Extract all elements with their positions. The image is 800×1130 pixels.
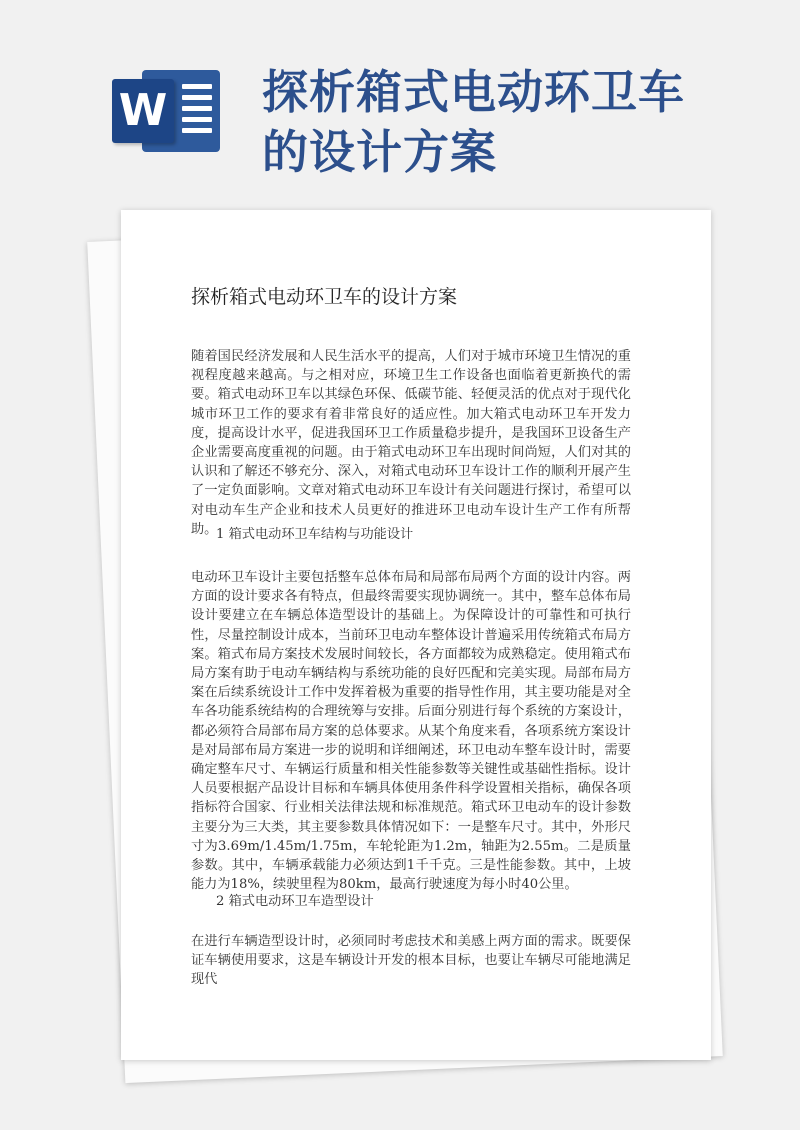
section-heading-2: 2 箱式电动环卫车造型设计 xyxy=(216,894,374,909)
header-banner xyxy=(0,0,800,200)
paragraph-intro: 随着国民经济发展和人民生活水平的提高，人们对于城市环境卫生情况的重视程度越来越高。与之相对应，环境卫生工作设备也面临着更新换代的需要。箱式电动环卫车以其绿色环保、低碳节能、轻便灵活的优点对于现代化城市环卫工作的要求有着非常良好的适应性。加大箱式电动环卫车开发力度，提高设计水平，促进我国环卫工作质量稳步提升，是我国环卫设备生产企业需要高度重视的问题。由于箱式电动环卫车出现时间尚短，人们对其的认识和了解还不够充分、深入，对箱式电动环卫车设计工作的顺利开展产生了一定负面影响。文章对箱式电动环卫车设计有关问题进行探讨，希望可以对电动车生产企业和技术人员更好的推进环卫电动车设计生产工作有所帮助。 xyxy=(191,349,631,537)
paragraph-structure: 电动环卫车设计主要包括整车总体布局和局部布局两个方面的设计内容。两方面的设计要求各有特点，但最终需要实现协调统一。其中，整车总体布局设计要建立在车辆总体造型设计的基础上。为保障设计的可靠性和可执行性，尽量控制设计成本，当前环卫电动车整体设计普遍采用传统箱式布局方案。箱式布局方案技术发展时间较长，各方面都较为成熟稳定。使用箱式布局方案有助于电动车辆结构与系统功能的良好匹配和完美实现。局部布局方案在后续系统设计工作中发挥着极为重要的指导性作用，其主要功能是对全车各功能系统结构的合理统筹与安排。后面分别进行每个系统的方案设计，都必须符合局部布局方案的总体要求。从某个角度来看，各项系统方案设计是对局部布局方案进一步的说明和详细阐述，环卫电动车整车设计时，需要确定整车尺寸、车辆运行质量和相关性能参数等关键性或基础性指标。设计人员要根据产品设计目标和车辆具体使用条件科学设置相关指标，确保各项指标符合国家、行业相关法律法规和标准规范。箱式环卫电动车的设计参数主要分为三大类，其主要参数具体情况如下：一是整车尺寸。其中，外形尺寸为3.69m/1.45m/1.75m，车轮轮距为1.2m，轴距为2.55m。二是质量参数。其中，车辆承载能力必须达到1千千克。三是性能参数。其中，上坡能力为18%，续驶里程为80km，最高行驶速度为每小时40公里。 xyxy=(191,570,631,893)
word-document-icon xyxy=(112,70,220,152)
document-page xyxy=(121,210,711,1060)
section-heading-1: 1 箱式电动环卫车结构与功能设计 xyxy=(216,527,414,542)
paragraph-styling: 在进行车辆造型设计时，必须同时考虑技术和美感上两方面的需求。既要保证车辆使用要求，这是车辆设计开发的根本目标，也要让车辆尽可能地满足现代 xyxy=(191,934,631,988)
document-title: 探析箱式电动环卫车的设计方案 xyxy=(191,286,458,308)
word-letter-badge: W xyxy=(112,79,174,143)
banner-title: 探析箱式电动环卫车的设计方案 xyxy=(262,65,685,179)
